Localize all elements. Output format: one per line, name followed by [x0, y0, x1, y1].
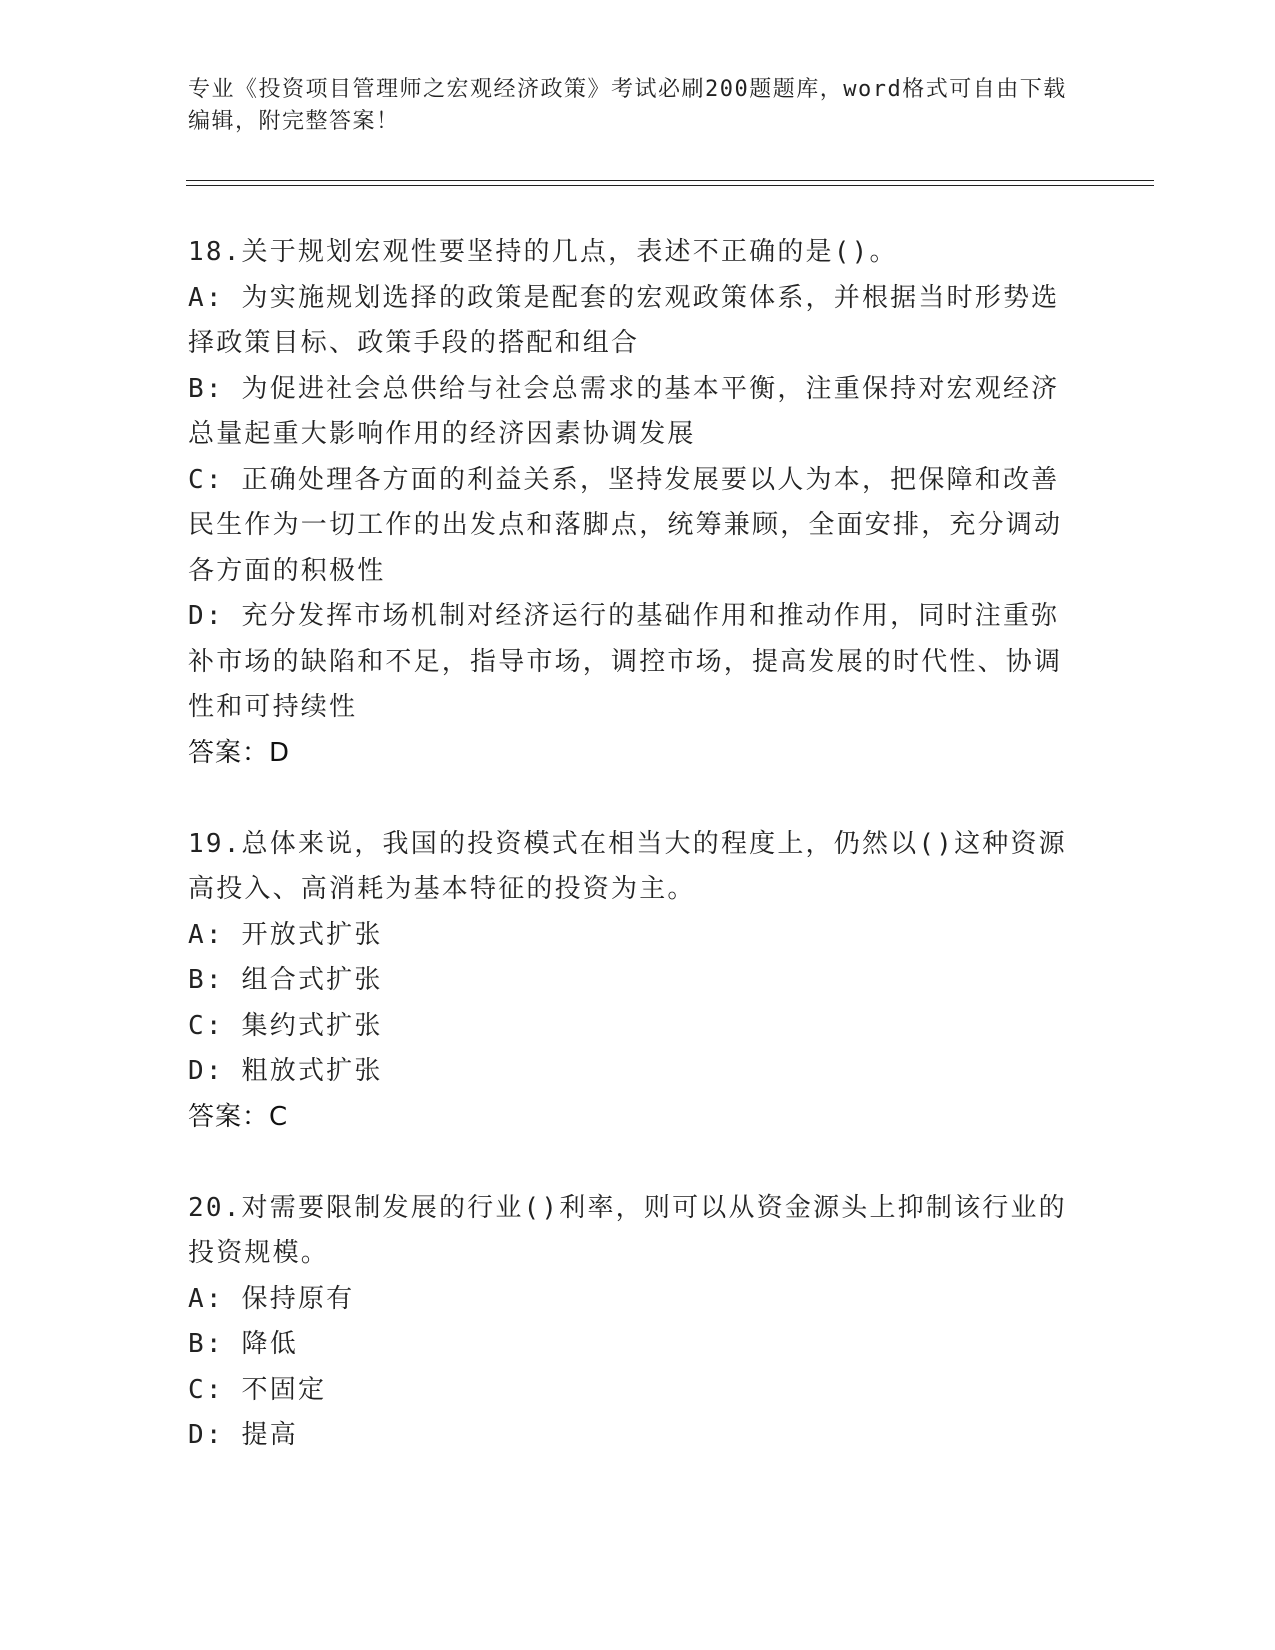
option-d: D: 充分发挥市场机制对经济运行的基础作用和推动作用，同时注重弥补市场的缺陷和不足，指导市场，调控市场，提高发展的时代性、协调性和可持续性	[188, 601, 1063, 722]
document-header: 专业《投资项目管理师之宏观经济政策》考试必刷200题题库，word格式可自由下载编辑，附完整答案！	[188, 77, 1067, 134]
question-18	[188, 230, 1068, 776]
option-b: B: 降低	[188, 1329, 298, 1359]
question-text: 18.关于规划宏观性要坚持的几点，表述不正确的是()。	[188, 237, 898, 267]
option-c: C: 正确处理各方面的利益关系，坚持发展要以人为本，把保障和改善民生作为一切工作的出发点和落脚点，统筹兼顾，全面安排，充分调动各方面的积极性	[188, 464, 1063, 586]
option-a: A: 开放式扩张	[188, 919, 383, 950]
option-a: A: 为实施规划选择的政策是配套的宏观政策体系，并根据当时形势选择政策目标、政策手段的搭配和组合	[188, 282, 1060, 358]
question-20	[188, 1186, 1068, 1459]
option-b: B: 组合式扩张	[188, 965, 383, 995]
option-a: A: 保持原有	[188, 1283, 355, 1314]
option-c: C: 集约式扩张	[188, 1010, 383, 1041]
option-d: D: 提高	[188, 1420, 298, 1450]
option-d: D: 粗放式扩张	[188, 1056, 383, 1086]
header-divider-top	[186, 180, 1154, 181]
question-text: 20.对需要限制发展的行业()利率，则可以从资金源头上抑制该行业的投资规模。	[188, 1192, 1067, 1268]
answer: 答案：C	[188, 1101, 289, 1132]
question-list	[188, 230, 1068, 1504]
option-c: C: 不固定	[188, 1374, 327, 1405]
answer: 答案：D	[188, 737, 291, 768]
question-text: 19.总体来说，我国的投资模式在相当大的程度上，仍然以()这种资源高投入、高消耗为基本特征的投资为主。	[188, 828, 1067, 904]
header-divider-bottom	[186, 185, 1154, 186]
question-19	[188, 822, 1068, 1141]
option-b: B: 为促进社会总供给与社会总需求的基本平衡，注重保持对宏观经济总量起重大影响作用的经济因素协调发展	[188, 373, 1060, 449]
